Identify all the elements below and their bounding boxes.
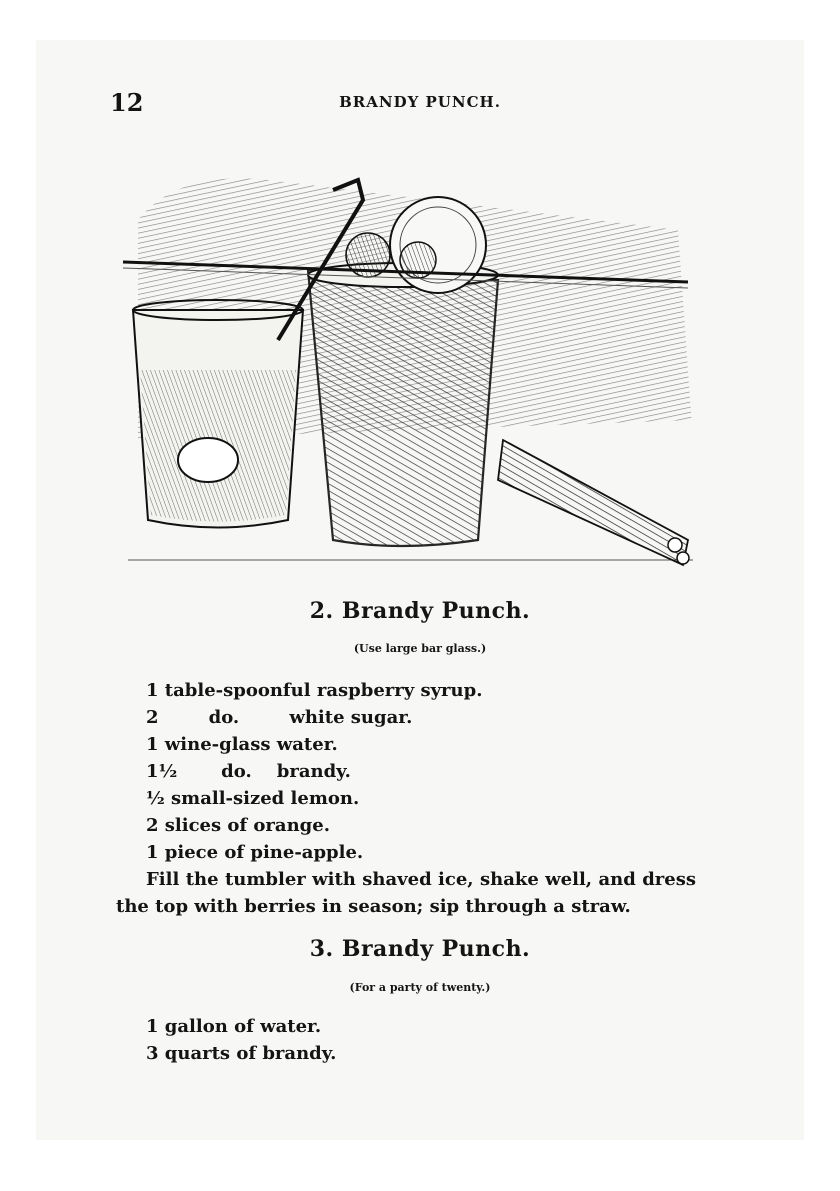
ingredient-line: 1 wine-glass water. — [146, 734, 338, 755]
ingredient-line: 1½ do. brandy. — [146, 761, 351, 782]
punch-glasses-engraving-icon — [118, 140, 698, 580]
recipe-2-note: (Use large bar glass.) — [353, 642, 487, 655]
running-title: BRANDY PUNCH. — [339, 93, 501, 111]
page-number: 12 — [110, 88, 144, 117]
ingredient-line: 1 piece of pine-apple. — [146, 842, 364, 863]
ingredient-line: 2 slices of orange. — [146, 815, 330, 836]
ingredient-line: 2 do. white sugar. — [146, 707, 413, 728]
recipe-3-note: (For a party of twenty.) — [349, 981, 491, 994]
recipe-2-title: 2. Brandy Punch. — [309, 598, 531, 624]
ingredient-line: 1 table-spoonful raspberry syrup. — [146, 680, 483, 701]
recipe-3-title: 3. Brandy Punch. — [309, 936, 531, 962]
ingredient-line: ½ small-sized lemon. — [146, 788, 360, 809]
ingredient-line: 3 quarts of brandy. — [146, 1043, 337, 1064]
recipe-2-instructions: Fill the tumbler with shaved ice, shake well, and dress the top with berries in season; sip through a straw. — [116, 869, 696, 917]
ingredient-line: 1 gallon of water. — [146, 1016, 322, 1037]
